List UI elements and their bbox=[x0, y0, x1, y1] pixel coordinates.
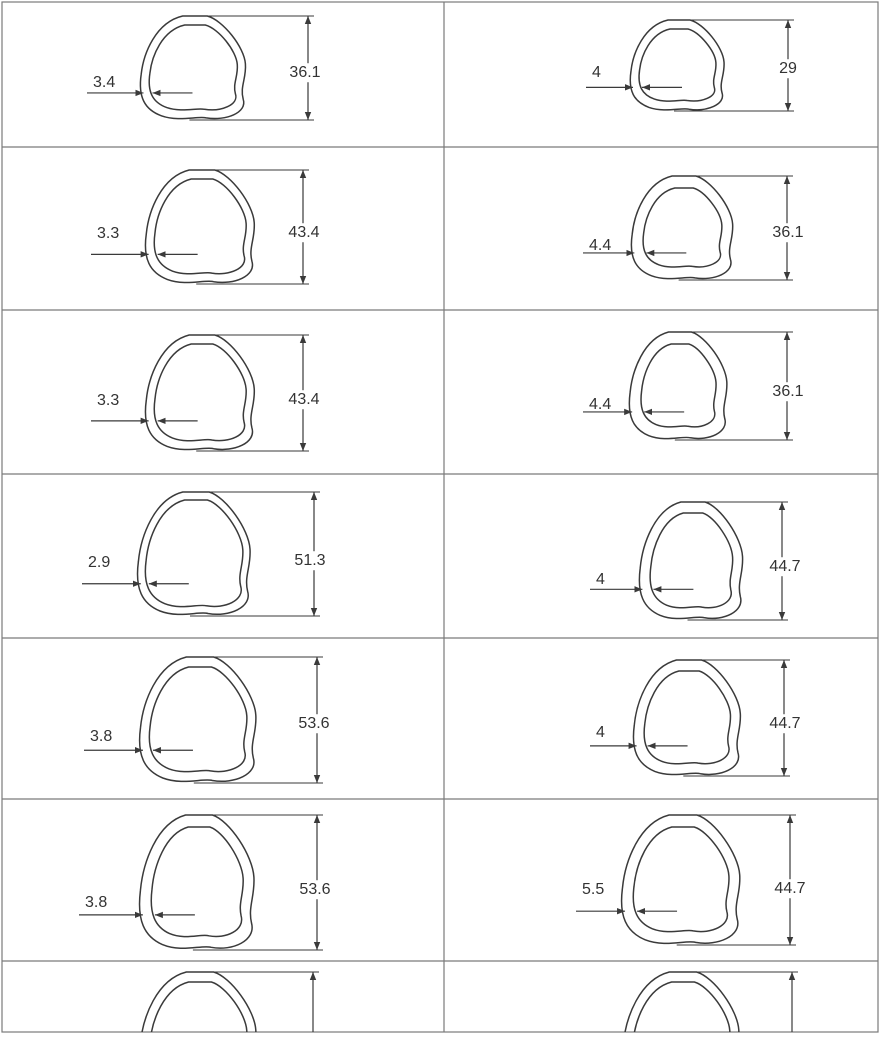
wall-thickness-label: 4 bbox=[592, 64, 601, 81]
profile-height-label: 44.7 bbox=[769, 558, 801, 576]
wall-thickness-label: 4.4 bbox=[589, 237, 612, 254]
profile-height-label: 29 bbox=[779, 60, 797, 78]
profile-height-label: 36.1 bbox=[772, 224, 804, 242]
profile-height-label: 36.1 bbox=[772, 383, 804, 401]
profile-height-label: 43.4 bbox=[288, 391, 320, 409]
wall-thickness-label: 3.4 bbox=[93, 74, 116, 91]
profile-height-label: 44.7 bbox=[774, 880, 806, 898]
profile-height-label: 51.3 bbox=[294, 552, 326, 570]
wall-thickness-label: 3.3 bbox=[97, 225, 120, 242]
wall-thickness-label: 4 bbox=[596, 571, 605, 588]
profile-height-label: 53.6 bbox=[298, 715, 330, 733]
wall-thickness-label: 2.9 bbox=[88, 554, 111, 571]
profile-height-label: 44.7 bbox=[769, 715, 801, 733]
wall-thickness-label: 3.8 bbox=[85, 894, 108, 911]
wall-thickness-label: 5.5 bbox=[582, 881, 605, 898]
wall-thickness-label: 4 bbox=[596, 724, 605, 741]
profile-height-label: 36.1 bbox=[289, 64, 321, 82]
wall-thickness-label: 3.3 bbox=[97, 392, 120, 409]
profile-height-label: 43.4 bbox=[288, 224, 320, 242]
wall-thickness-label: 4.4 bbox=[589, 396, 612, 413]
profile-height-label: 53.6 bbox=[299, 881, 331, 899]
wall-thickness-label: 3.8 bbox=[90, 728, 113, 745]
